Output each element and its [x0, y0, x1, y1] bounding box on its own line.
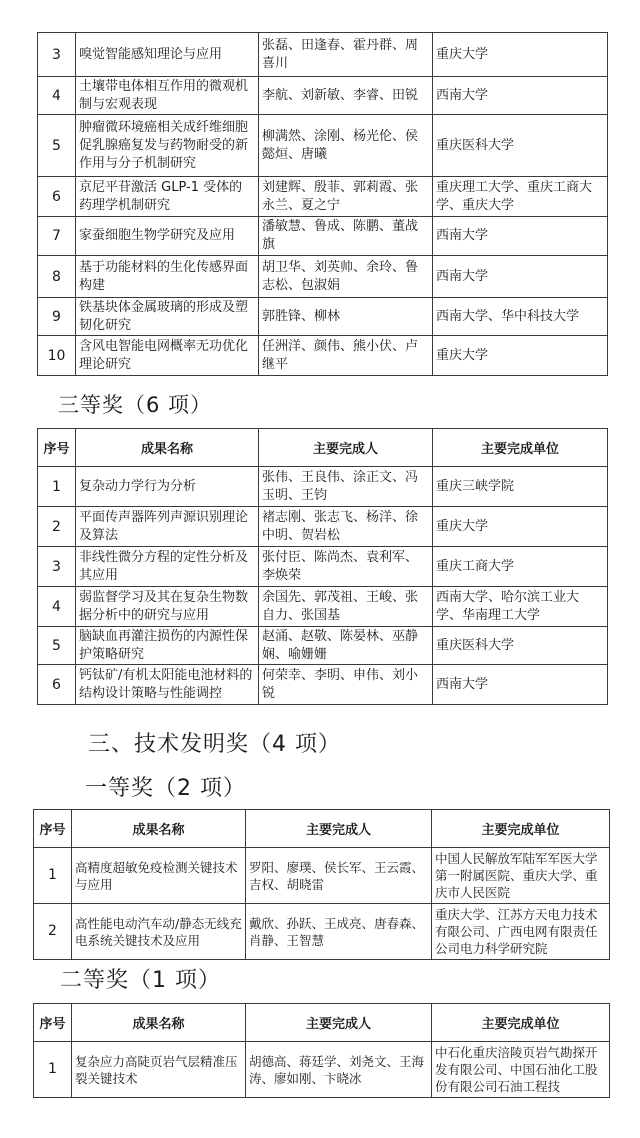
main-units: 重庆大学: [433, 507, 608, 547]
achievement-name: 复杂动力学行为分析: [76, 467, 259, 507]
achievement-name: 非线性微分方程的定性分析及其应用: [76, 547, 259, 587]
achievement-name: 肿瘤微环境癌相关成纤维细胞促乳腺癌复发与药物耐受的新作用与分子机制研究: [76, 115, 259, 177]
table-row: [38, 336, 608, 376]
main-units: 重庆医科大学: [433, 115, 608, 177]
achievement-name: 平面传声器阵列声源识别理论及算法: [76, 507, 259, 547]
achievement-name: 高性能电动汽车动/静态无线充电系统关键技术及应用: [72, 904, 246, 960]
table-row: [34, 848, 610, 904]
row-number: 2: [34, 904, 72, 960]
main-contributors: 胡卫华、刘英帅、余玲、鲁志松、包淑娟: [259, 256, 433, 298]
row-number: 4: [38, 77, 76, 115]
row-number: 5: [38, 627, 76, 665]
main-units: 重庆三峡学院: [433, 467, 608, 507]
table-row: [38, 507, 608, 547]
row-number: 1: [34, 1042, 72, 1098]
header-name: 成果名称: [76, 429, 259, 467]
row-number: 8: [38, 256, 76, 298]
main-contributors: 张付臣、陈尚杰、袁利军、李焕荣: [259, 547, 433, 587]
main-contributors: 罗阳、廖璞、侯长军、王云霞、吉权、胡晓雷: [246, 848, 432, 904]
table-row: [38, 547, 608, 587]
table-row: [38, 33, 608, 77]
main-contributors: 潘敏慧、鲁成、陈鹏、董战旗: [259, 217, 433, 256]
row-number: 4: [38, 587, 76, 627]
main-units: 重庆大学: [433, 336, 608, 376]
header-no: 序号: [34, 1004, 72, 1042]
row-number: 9: [38, 298, 76, 336]
row-number: 3: [38, 33, 76, 77]
row-number: 6: [38, 665, 76, 705]
section-heading-tech-second-prize: 二等奖（1 项）: [60, 968, 221, 993]
section-heading-tech-first-prize: 一等奖（2 项）: [85, 776, 246, 801]
main-units: 西南大学、华中科技大学: [433, 298, 608, 336]
main-contributors: 胡德高、蒋廷学、刘尧文、王海涛、廖如刚、卞晓冰: [246, 1042, 432, 1098]
table-row: [34, 1042, 610, 1098]
achievement-name: 高精度超敏免疫检测关键技术与应用: [72, 848, 246, 904]
row-number: 3: [38, 547, 76, 587]
main-contributors: 赵涌、赵敬、陈晏林、巫静娴、喻姗姗: [259, 627, 433, 665]
main-contributors: 郭胜锋、柳林: [259, 298, 433, 336]
main-contributors: 任洲洋、颜伟、熊小伏、卢继平: [259, 336, 433, 376]
tech-second-prize-table: [33, 1003, 610, 1098]
main-contributors: 余国先、郭茂祖、王峻、张自力、张国基: [259, 587, 433, 627]
main-units: 西南大学: [433, 665, 608, 705]
row-number: 2: [38, 507, 76, 547]
row-number: 1: [38, 467, 76, 507]
row-number: 10: [38, 336, 76, 376]
header-unit: 主要完成单位: [433, 429, 608, 467]
main-contributors: 戴欣、孙跃、王成亮、唐春森、肖静、王智慧: [246, 904, 432, 960]
main-units: 中石化重庆涪陵页岩气勘探开发有限公司、中国石油化工股份有限公司石油工程技: [432, 1042, 610, 1098]
table-row: [38, 665, 608, 705]
header-people: 主要完成人: [246, 810, 432, 848]
achievement-name: 铁基块体金属玻璃的形成及塑韧化研究: [76, 298, 259, 336]
achievement-name: 钙钛矿/有机太阳能电池材料的结构设计策略与性能调控: [76, 665, 259, 705]
achievement-name: 含风电智能电网概率无功优化理论研究: [76, 336, 259, 376]
header-people: 主要完成人: [259, 429, 433, 467]
main-units: 重庆医科大学: [433, 627, 608, 665]
main-contributors: 何荣幸、李明、申伟、刘小锐: [259, 665, 433, 705]
table-row: [38, 77, 608, 115]
header-name: 成果名称: [72, 1004, 246, 1042]
row-number: 5: [38, 115, 76, 177]
table-row: [38, 217, 608, 256]
main-contributors: 李航、刘新敏、李睿、田锐: [259, 77, 433, 115]
section-heading-tech-invention: 三、技术发明奖（4 项）: [88, 732, 341, 757]
table-row: [38, 587, 608, 627]
header-no: 序号: [34, 810, 72, 848]
header-people: 主要完成人: [246, 1004, 432, 1042]
table-row: [38, 467, 608, 507]
tech-first-prize-table: [33, 809, 610, 960]
row-number: 6: [38, 177, 76, 217]
achievement-name: 弱监督学习及其在复杂生物数据分析中的研究与应用: [76, 587, 259, 627]
main-contributors: 柳满然、涂刚、杨光伦、侯懿烜、唐曦: [259, 115, 433, 177]
table-row: [38, 627, 608, 665]
row-number: 7: [38, 217, 76, 256]
table-row: [34, 904, 610, 960]
natural-science-third-prize-table: [37, 428, 608, 705]
achievement-name: 基于功能材料的生化传感界面构建: [76, 256, 259, 298]
main-units: 重庆大学: [433, 33, 608, 77]
main-units: 西南大学、哈尔滨工业大学、华南理工大学: [433, 587, 608, 627]
achievement-name: 复杂应力高陡页岩气层精准压裂关键技术: [72, 1042, 246, 1098]
main-contributors: 褚志刚、张志飞、杨洋、徐中明、贺岩松: [259, 507, 433, 547]
table-row: [38, 177, 608, 217]
main-contributors: 刘建辉、殷菲、郭莉霞、张永兰、夏之宁: [259, 177, 433, 217]
table-row: [38, 298, 608, 336]
main-contributors: 张伟、王良伟、涂正文、冯玉明、王钧: [259, 467, 433, 507]
table-row: [38, 256, 608, 298]
main-units: 重庆大学、江苏方天电力技术有限公司、广西电网有限责任公司电力科学研究院: [432, 904, 610, 960]
main-units: 重庆工商大学: [433, 547, 608, 587]
achievement-name: 土壤带电体相互作用的微观机制与宏观表现: [76, 77, 259, 115]
achievement-name: 京尼平苷激活 GLP-1 受体的药理学机制研究: [76, 177, 259, 217]
section-heading-third-prize: 三等奖（6 项）: [58, 393, 213, 417]
row-number: 1: [34, 848, 72, 904]
main-contributors: 张磊、田逢春、霍丹群、周喜川: [259, 33, 433, 77]
main-units: 西南大学: [433, 217, 608, 256]
achievement-name: 脑缺血再灌注损伤的内源性保护策略研究: [76, 627, 259, 665]
table-row: [38, 115, 608, 177]
natural-science-second-prize-table: [37, 32, 608, 376]
achievement-name: 嗅觉智能感知理论与应用: [76, 33, 259, 77]
header-unit: 主要完成单位: [432, 1004, 610, 1042]
main-units: 西南大学: [433, 256, 608, 298]
achievement-name: 家蚕细胞生物学研究及应用: [76, 217, 259, 256]
header-unit: 主要完成单位: [432, 810, 610, 848]
main-units: 中国人民解放军陆军军医大学第一附属医院、重庆大学、重庆市人民医院: [432, 848, 610, 904]
header-no: 序号: [38, 429, 76, 467]
header-name: 成果名称: [72, 810, 246, 848]
main-units: 西南大学: [433, 77, 608, 115]
main-units: 重庆理工大学、重庆工商大学、重庆大学: [433, 177, 608, 217]
